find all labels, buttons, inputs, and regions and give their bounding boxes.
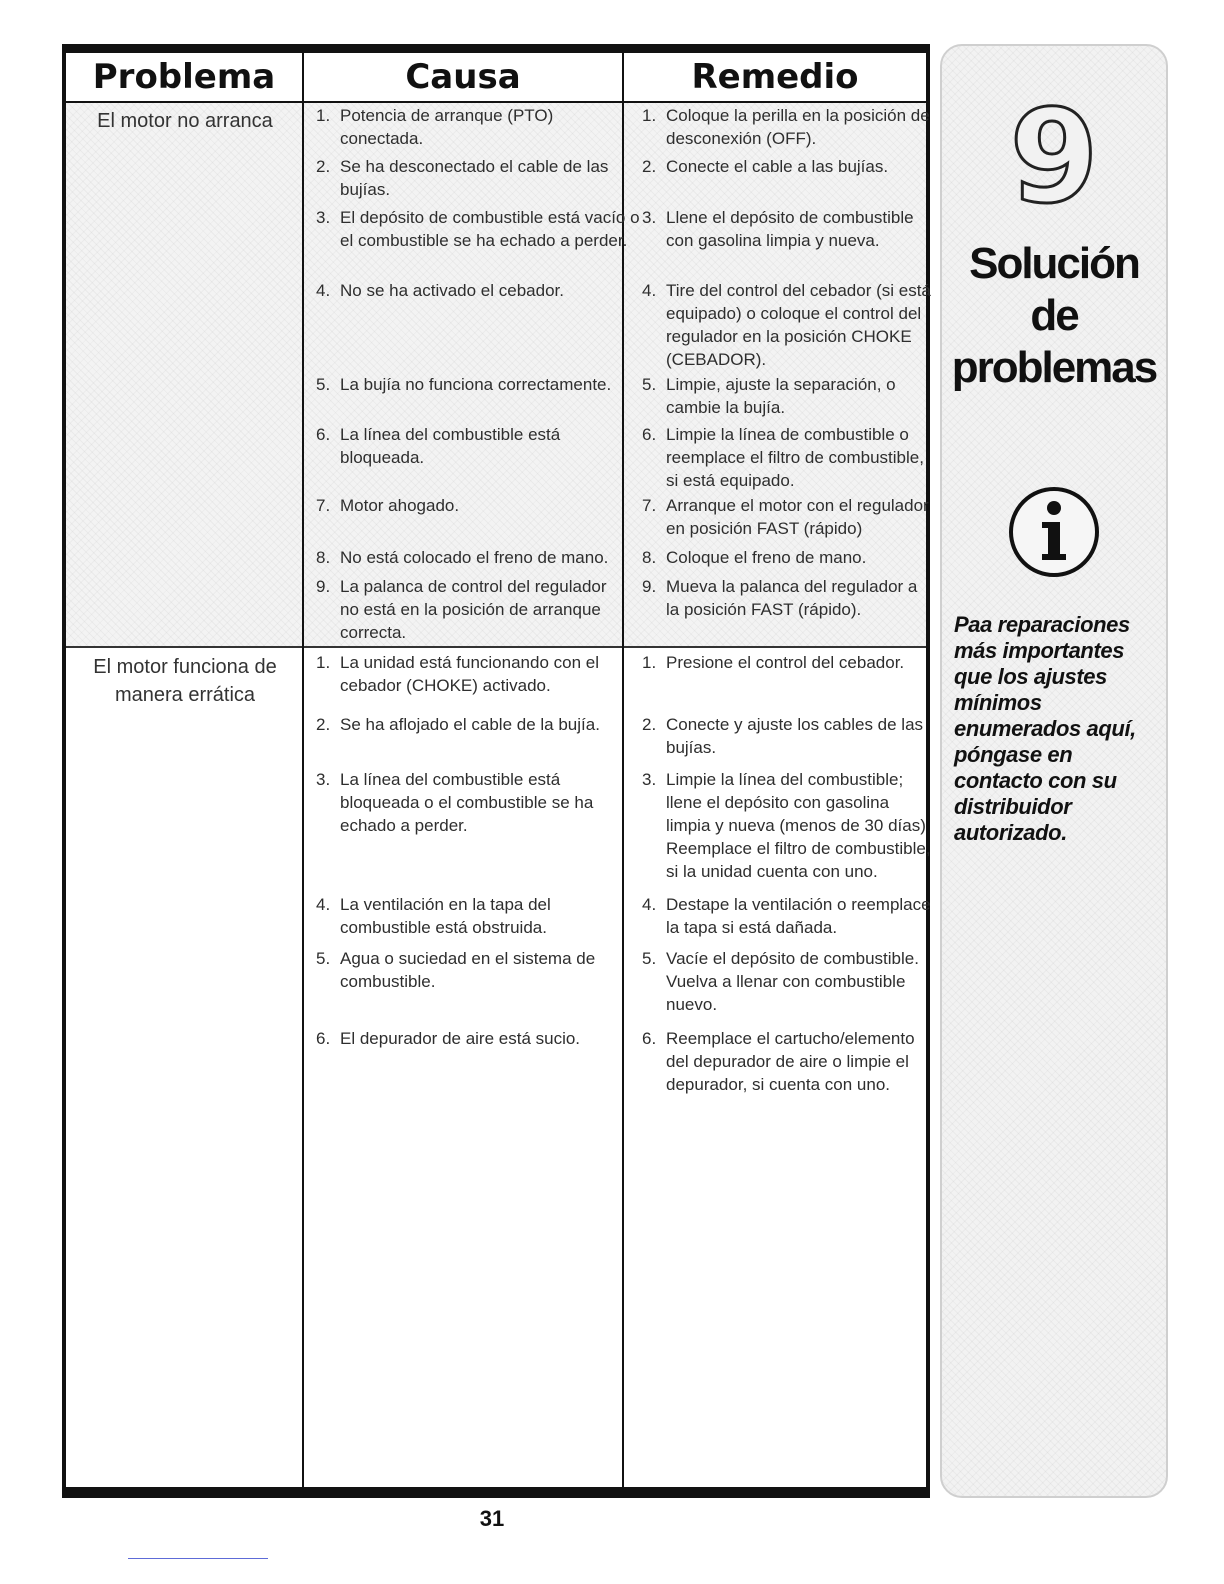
item-text: Conecte el cable a las bujías.: [666, 157, 889, 176]
item-number: 6.: [642, 1029, 657, 1048]
item-text: Llene el depósito de combustible con gasolina limpia y nueva.: [666, 208, 914, 250]
header-cause: Causa: [405, 57, 521, 97]
item-number: 8.: [316, 548, 331, 567]
cause-item: [316, 893, 630, 939]
item-number: 1.: [642, 653, 657, 672]
item-number: 5.: [316, 375, 331, 394]
item-number: 2.: [642, 157, 657, 176]
item-text: Arranque el motor con el regulador en posición FAST (rápido): [666, 496, 929, 538]
cause-item: [316, 575, 610, 644]
item-text: Destape la ventilación o reemplace la tapa si está dañada.: [666, 895, 931, 937]
cause-item: [316, 768, 630, 837]
item-number: 8.: [642, 548, 657, 567]
item-text: Motor ahogado.: [340, 496, 460, 515]
item-text: El depurador de aire está sucio.: [340, 1029, 581, 1048]
item-text: Agua o suciedad en el sistema de combustible.: [340, 949, 596, 991]
remedy-item: [642, 206, 932, 252]
item-number: 7.: [316, 496, 331, 515]
item-text: Mueva la palanca del regulador a la posición FAST (rápido).: [666, 577, 918, 619]
problem-cell: El motor no arranca: [97, 110, 273, 132]
item-text: La ventilación en la tapa del combustible está obstruida.: [340, 895, 551, 937]
item-number: 6.: [316, 425, 331, 444]
remedy-item: [642, 893, 932, 939]
remedy-item: [642, 713, 932, 759]
item-number: 6.: [642, 425, 657, 444]
remedy-item: [642, 279, 932, 371]
item-text: Se ha aflojado el cable de la bujía.: [340, 715, 600, 734]
item-text: Coloque el freno de mano.: [666, 548, 867, 567]
item-text: Potencia de arranque (PTO) conectada.: [340, 106, 554, 148]
row-divider: [66, 646, 926, 648]
item-text: Conecte y ajuste los cables de las bujías.: [666, 715, 924, 757]
item-number: 1.: [316, 653, 331, 672]
item-number: 4.: [316, 895, 331, 914]
item-text: Reemplace el cartucho/elemento del depurador de aire o limpie el depurador, si cuenta con uno.: [666, 1029, 915, 1094]
item-number: 7.: [642, 496, 657, 515]
item-text: Presione el control del cebador.: [666, 653, 905, 672]
column-divider: [302, 53, 304, 1487]
remedy-item: [642, 768, 932, 883]
remedy-item: [642, 494, 932, 540]
cause-item: [316, 546, 630, 569]
item-number: 1.: [642, 106, 657, 125]
item-number: 4.: [642, 281, 657, 300]
info-icon: [1008, 486, 1100, 578]
remedy-item: [642, 575, 932, 621]
chapter-number: 9: [1009, 83, 1099, 232]
item-number: 1.: [316, 106, 331, 125]
page-number: 31: [479, 1506, 505, 1531]
item-text: Limpie la línea del combustible; llene el depósito con gasolina limpia y nueva (menos de 30 días) Reemplace el filtro de combustible, si la unidad cuenta con uno.: [666, 770, 931, 881]
cause-item: [316, 423, 590, 469]
item-text: Limpie, ajuste la separación, o cambie la bujía.: [666, 375, 896, 417]
item-text: La línea del combustible está bloqueada o el combustible se ha echado a perder.: [340, 770, 594, 835]
remedy-item: [642, 104, 932, 150]
item-number: 4.: [642, 895, 657, 914]
item-text: Coloque la perilla en la posición de desconexión (OFF).: [666, 106, 930, 148]
cause-item: [316, 494, 630, 517]
item-number: 6.: [316, 1029, 331, 1048]
item-number: 3.: [642, 208, 657, 227]
item-number: 9.: [316, 577, 331, 596]
section-title: Solución de problemas: [951, 239, 1157, 392]
item-text: Tire del control del cebador (si está equipado) o coloque el control del regulador en la posición CHOKE (CEBADOR).: [666, 281, 931, 369]
item-number: 2.: [316, 157, 331, 176]
item-number: 2.: [642, 715, 657, 734]
item-text: No está colocado el freno de mano.: [340, 548, 609, 567]
service-note: Paa reparaciones más importantes que los ajustes mínimos enumerados aquí, póngase en contacto con su distribuidor autorizado.: [954, 612, 1136, 845]
troubleshooting-table: [62, 44, 930, 1498]
item-text: La bujía no funciona correctamente.: [340, 375, 612, 394]
remedy-item: [642, 155, 932, 178]
item-number: 2.: [316, 715, 331, 734]
cause-item: [316, 713, 630, 736]
item-text: Limpie la línea de combustible o reemplace el filtro de combustible, si está equipado.: [666, 425, 924, 490]
item-number: 9.: [642, 577, 657, 596]
remedy-item: [642, 651, 932, 674]
item-text: No se ha activado el cebador.: [340, 281, 564, 300]
chapter-sidebar: [940, 44, 1168, 1498]
item-number: 5.: [642, 949, 657, 968]
item-text: Vacíe el depósito de combustible. Vuelva a llenar con combustible nuevo.: [666, 949, 919, 1014]
remedy-item: [642, 1027, 932, 1096]
remedy-item: [642, 546, 932, 569]
header-remedy: Remedio: [691, 57, 859, 97]
item-text: La línea del combustible está bloqueada.: [340, 425, 561, 467]
item-text: Se ha desconectado el cable de las bujías.: [340, 157, 609, 199]
item-number: 3.: [642, 770, 657, 789]
item-text: La palanca de control del regulador no está en la posición de arranque correcta.: [340, 577, 607, 642]
remedy-item: [642, 423, 932, 492]
item-number: 5.: [642, 375, 657, 394]
cause-item: [316, 279, 630, 302]
cause-item: [316, 155, 630, 201]
remedy-item: [642, 947, 932, 1016]
header-problem: Problema: [92, 57, 276, 97]
footer-rule: [128, 1558, 268, 1559]
problem-cell: El motor funciona de manera errática: [93, 656, 277, 706]
cause-item: [316, 651, 630, 697]
cause-item: [316, 947, 630, 993]
item-number: 5.: [316, 949, 331, 968]
item-number: 3.: [316, 208, 331, 227]
remedy-item: [642, 373, 932, 419]
cause-item: [316, 373, 630, 396]
item-text: El depósito de combustible está vacío o el combustible se ha echado a perder.: [340, 208, 640, 250]
cause-item: [316, 104, 630, 150]
item-text: La unidad está funcionando con el cebador (CHOKE) activado.: [340, 653, 599, 695]
cause-item: [316, 206, 640, 252]
header-divider: [66, 101, 926, 103]
item-number: 3.: [316, 770, 331, 789]
item-number: 4.: [316, 281, 331, 300]
cause-item: [316, 1027, 630, 1050]
